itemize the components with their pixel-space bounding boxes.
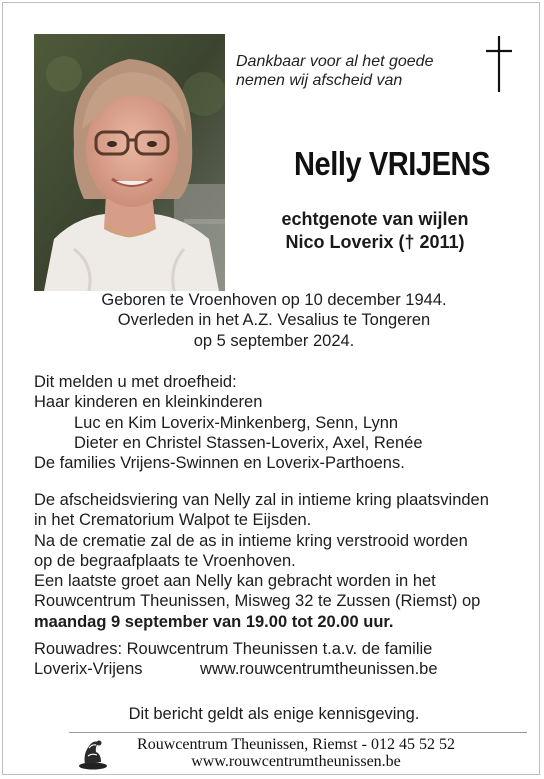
- intro-line-2: nemen wij afscheid van: [236, 72, 403, 89]
- notice-text: Dit bericht geldt als enige kennisgeving.: [128, 705, 420, 723]
- cross-icon: [484, 36, 514, 92]
- born-line: Geboren te Vroenhoven op 10 december 1944.: [101, 291, 447, 309]
- ceremony-line-1: De afscheidsviering van Nelly zal in intieme kring plaatsvinden: [34, 491, 489, 509]
- ceremony-line-5: Een laatste groet aan Nelly kan gebracht worden in het: [34, 572, 436, 591]
- footer-line-1: Rouwcentrum Theunissen, Riemst - 012 45 52 52: [137, 736, 455, 753]
- obituary-card: [2, 2, 540, 775]
- died-line-1: Overleden in het A.Z. Vesalius te Tongeren: [117, 311, 431, 330]
- family-intro: Dit melden u met droefheid:: [34, 373, 237, 391]
- child-line-2: Dieter en Christel Stassen-Loverix, Axel, Renée: [74, 433, 423, 452]
- spouse-line-2: Nico Loverix († 2011): [285, 232, 465, 252]
- spouse-line-1: echtgenote van wijlen: [281, 209, 469, 229]
- footer-text: [114, 736, 478, 770]
- address-website[interactable]: www.rouwcentrumtheunissen.be: [200, 660, 438, 679]
- ceremony-line-6: Rouwcentrum Theunissen, Misweg 32 te Zussen (Riemst) op: [34, 592, 481, 611]
- visit-time: maandag 9 september van 19.00 tot 20.00 uur.: [34, 612, 394, 631]
- intro-text: [236, 52, 433, 90]
- child-line-1: Luc en Kim Loverix-Minkenberg, Senn, Lynn: [74, 413, 399, 432]
- ceremony-line-4: op de begraafplaats te Vroenhoven.: [34, 551, 296, 570]
- families-line: De families Vrijens-Swinnen en Loverix-Parthoens.: [34, 454, 405, 473]
- ceremony-line-2: in het Crematorium Walpot te Eijsden.: [34, 511, 312, 530]
- spouse-info: [255, 208, 495, 254]
- portrait-photo: [34, 34, 225, 291]
- address-block: [34, 639, 514, 680]
- ceremony-block: [34, 490, 514, 632]
- address-line-2: [34, 659, 514, 679]
- family-block: [34, 372, 514, 473]
- address-family: Loverix-Vrijens: [34, 660, 143, 679]
- address-line-1: Rouwadres: Rouwcentrum Theunissen t.a.v. de familie: [34, 640, 433, 658]
- died-line-2: op 5 september 2024.: [193, 331, 355, 350]
- deceased-name: Nelly VRIJENS: [293, 145, 491, 182]
- footer-divider: [69, 732, 527, 733]
- funeral-home-logo-icon: [77, 736, 109, 770]
- intro-line-1: Dankbaar voor al het goede: [236, 53, 434, 70]
- dates-block: [34, 290, 514, 351]
- footer-line-2[interactable]: www.rouwcentrumtheunissen.be: [191, 753, 401, 770]
- ceremony-line-3: Na de crematie zal de as in intieme kring verstrooid worden: [34, 531, 468, 550]
- children-heading: Haar kinderen en kleinkinderen: [34, 393, 263, 412]
